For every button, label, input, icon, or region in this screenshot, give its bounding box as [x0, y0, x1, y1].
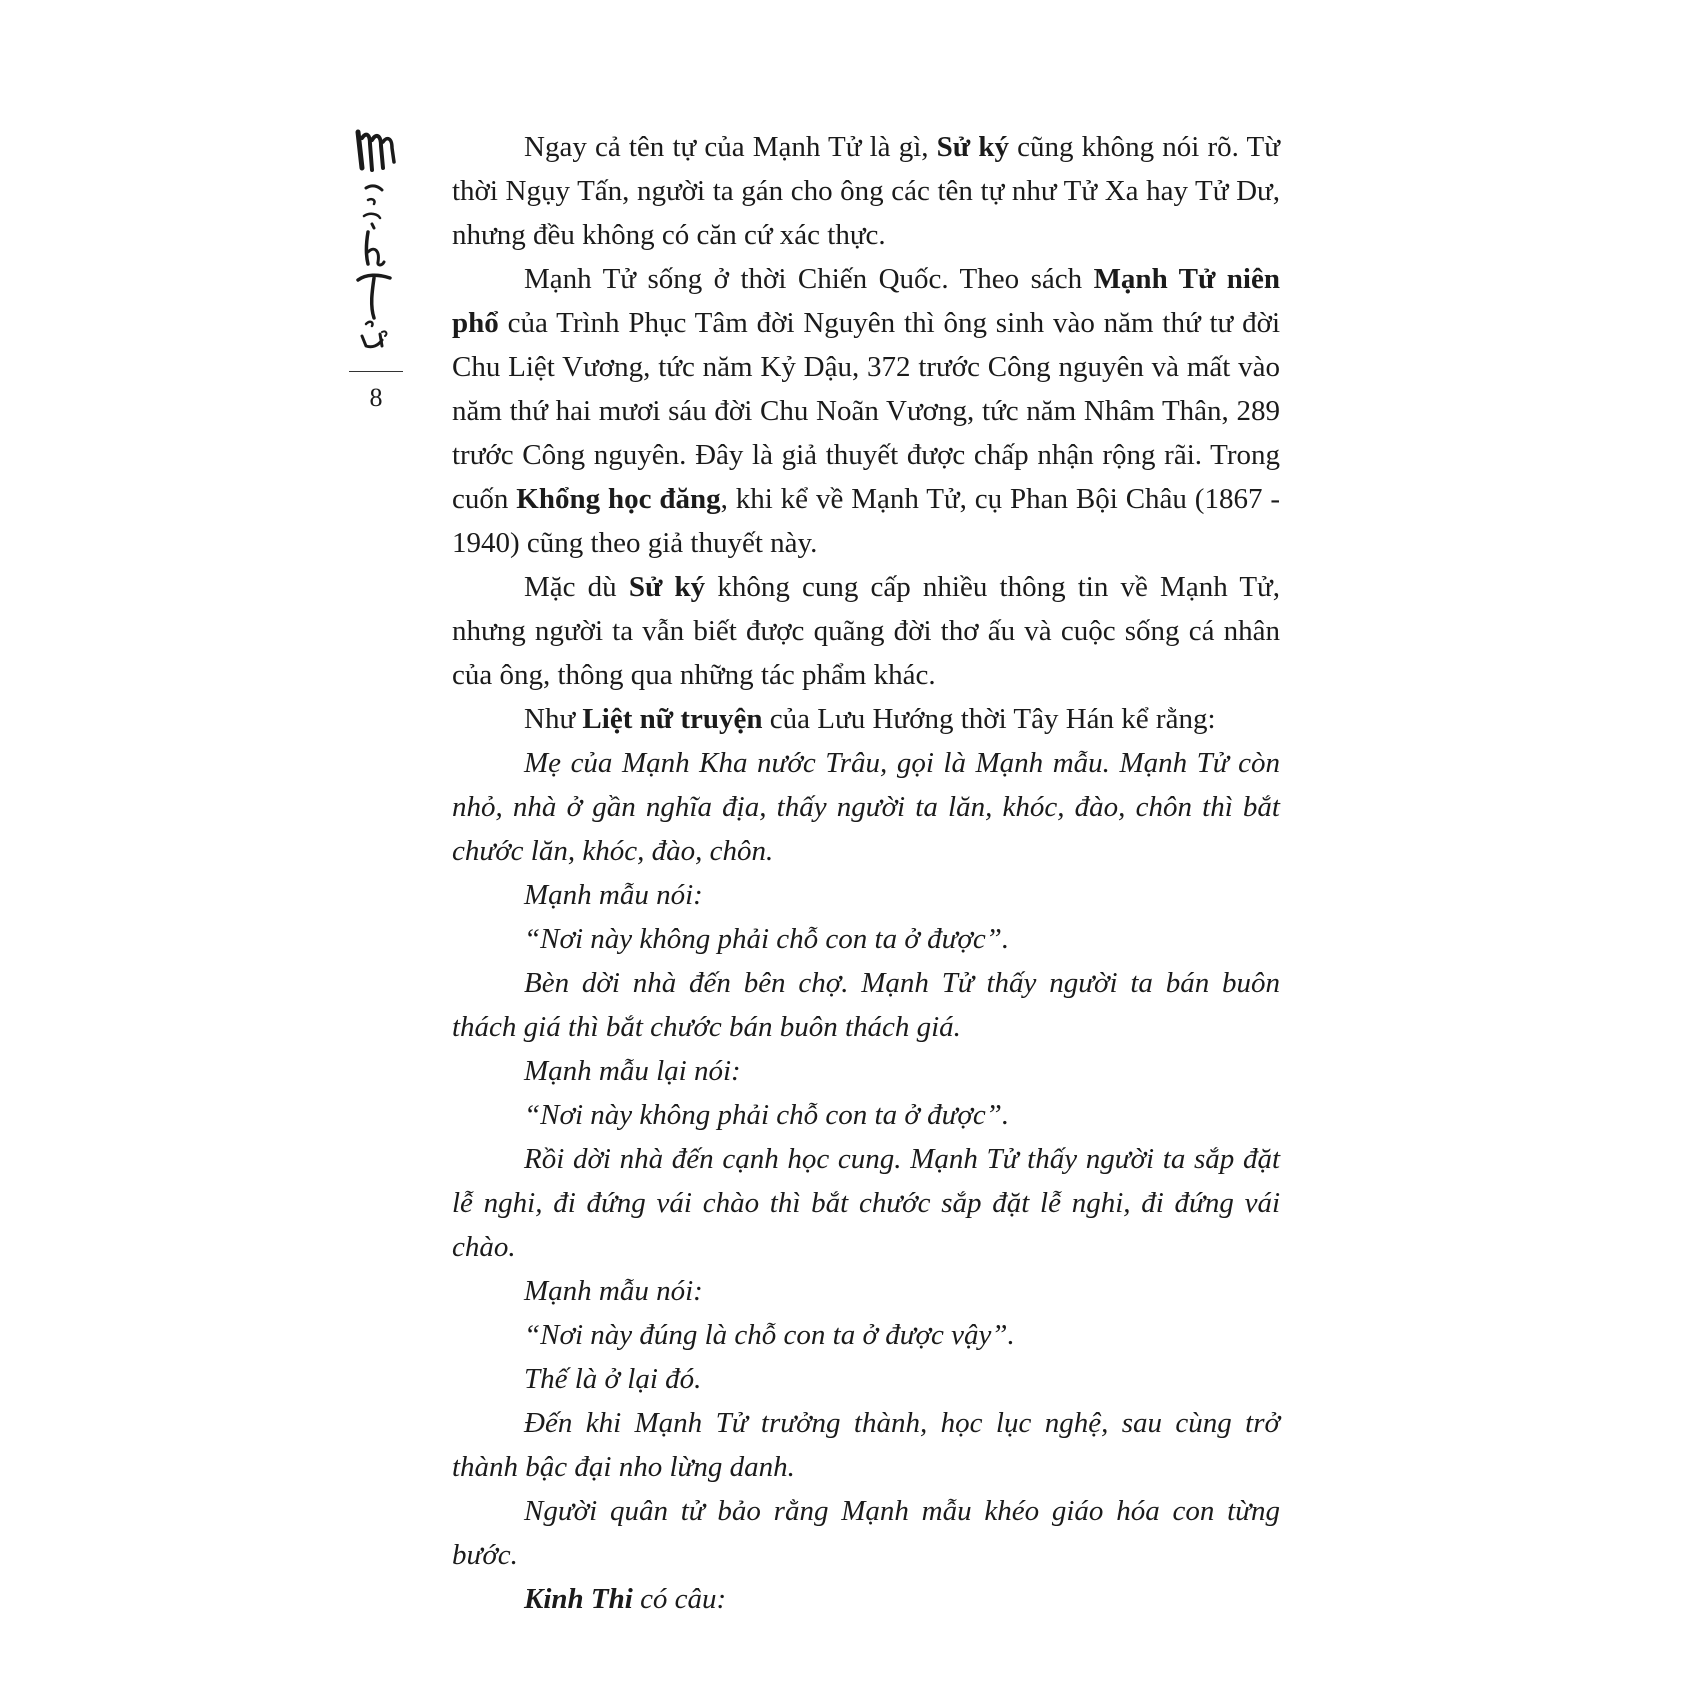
body-paragraph: [452, 125, 1280, 257]
quote-paragraph: [452, 1401, 1280, 1489]
bold-title-text: Sử ký: [936, 131, 1009, 163]
quote-paragraph: [452, 1577, 1280, 1621]
bold-title-text: Mạnh Tử niên phổ: [452, 263, 1280, 339]
paragraph-text: Mặc dù: [524, 571, 629, 603]
quote-paragraph: [452, 1137, 1280, 1269]
quote-paragraph: [452, 1269, 1280, 1313]
paragraph-text: “Nơi này không phải chỗ con ta ở được”.: [524, 923, 1010, 955]
quote-paragraph: [452, 917, 1280, 961]
quote-paragraph: [452, 1313, 1280, 1357]
bold-title-text: Liệt nữ truyện: [582, 703, 763, 735]
body-paragraph: [452, 257, 1280, 565]
paragraph-text: Rồi dời nhà đến cạnh học cung. Mạnh Tử thấy người ta sắp đặt lễ nghi, đi đứng vái chào thì bắt chước sắp đặt lễ nghi, đi đứng vái chào.: [452, 1143, 1280, 1263]
body-paragraph: [452, 565, 1280, 697]
bold-title-text: Sử ký: [628, 571, 706, 603]
paragraph-text: Mạnh mẫu lại nói:: [524, 1055, 741, 1087]
paragraph-text: Mạnh Tử sống ở thời Chiến Quốc. Theo sách: [524, 263, 1094, 295]
paragraph-text: Mẹ của Mạnh Kha nước Trâu, gọi là Mạnh mẫu. Mạnh Tử còn nhỏ, nhà ở gần nghĩa địa, thấy người ta lăn, khóc, đào, chôn thì bắt chước lăn, khóc, đào, chôn.: [452, 747, 1280, 867]
quote-paragraph: [452, 961, 1280, 1049]
bold-title-text: Khổng học đăng: [516, 483, 721, 515]
quote-paragraph: [452, 741, 1280, 873]
bold-title-text: Kinh Thi: [524, 1583, 633, 1615]
quote-paragraph: [452, 1489, 1280, 1577]
paragraph-text: “Nơi này đúng là chỗ con ta ở được vậy”.: [524, 1319, 1015, 1351]
paragraph-text: có câu:: [632, 1583, 727, 1615]
paragraph-text: “Nơi này không phải chỗ con ta ở được”.: [524, 1099, 1010, 1131]
calligraphy-title-graphic: [352, 128, 404, 360]
paragraph-text: của Lưu Hướng thời Tây Hán kể rằng:: [762, 703, 1216, 735]
paragraph-text: Như: [524, 703, 583, 735]
paragraph-text: của Trình Phục Tâm đời Nguyên thì ông sinh vào năm thứ tư đời Chu Liệt Vương, tức năm Kỷ Dậu, 372 trước Công nguyên và mất vào năm thứ hai mươi sáu đời Chu Noãn Vương, tức năm Nhâm Thân, 289 trước Công nguyên. Đây là giả thuyết được chấp nhận rộng rãi. Trong cuốn: [452, 307, 1280, 515]
paragraph-text: Ngay cả tên tự của Mạnh Tử là gì,: [524, 131, 937, 163]
paragraph-text: , khi kể về Mạnh Tử, cụ Phan Bội Châu (1867 - 1940) cũng theo giả thuyết này.: [452, 483, 1280, 559]
body-paragraph: [452, 697, 1280, 741]
quote-paragraph: [452, 873, 1280, 917]
paragraph-text: Mạnh mẫu nói:: [524, 1275, 703, 1307]
paragraph-text: Đến khi Mạnh Tử trưởng thành, học lục nghệ, sau cùng trở thành bậc đại nho lừng danh.: [452, 1407, 1280, 1483]
quote-paragraph: [452, 1357, 1280, 1401]
paragraph-text: Thế là ở lại đó.: [524, 1363, 702, 1395]
paragraph-text: Bèn dời nhà đến bên chợ. Mạnh Tử thấy người ta bán buôn thách giá thì bắt chước bán buôn thách giá.: [452, 967, 1280, 1043]
paragraph-text: cũng không nói rõ. Từ thời Ngụy Tấn, người ta gán cho ông các tên tự như Tử Xa hay Tử Dư, nhưng đều không có căn cứ xác thực.: [452, 131, 1280, 251]
quote-paragraph: [452, 1093, 1280, 1137]
quote-paragraph: [452, 1049, 1280, 1093]
paragraph-text: Mạnh mẫu nói:: [524, 879, 703, 911]
page-number: 8: [369, 383, 383, 412]
paragraph-text: Người quân tử bảo rằng Mạnh mẫu khéo giáo hóa con từng bước.: [452, 1495, 1280, 1571]
paragraph-text: không cung cấp nhiều thông tin về Mạnh Tử, nhưng người ta vẫn biết được quãng đời thơ ấu và cuộc sống cá nhân của ông, thông qua những tác phẩm khác.: [452, 571, 1281, 691]
running-head-divider: [349, 371, 403, 372]
body-text: [452, 125, 1280, 1621]
running-head-title: [352, 128, 404, 360]
